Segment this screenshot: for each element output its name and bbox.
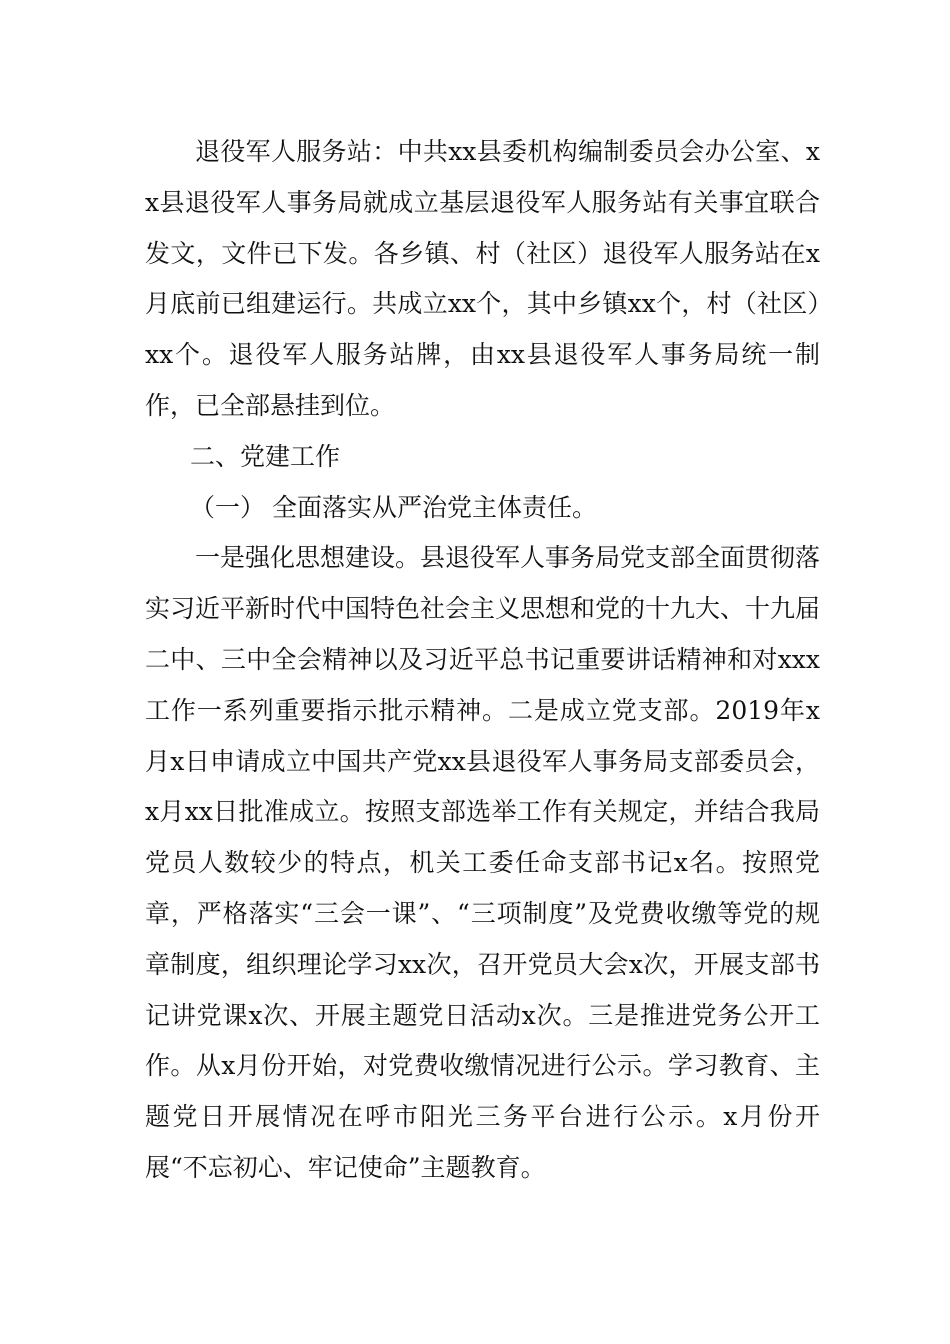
- document-body: [145, 127, 820, 1194]
- section-heading-party-building: 二、党建工作: [190, 441, 341, 471]
- subsection-title: 全面落实从严治党主体责任。: [272, 492, 598, 522]
- subsection-number: （一）: [190, 492, 266, 522]
- paragraph-veteran-service-station: 退役军人服务站：中共xx县委机构编制委员会办公室、xx县退役军人事务局就成立基层退役军人服务站有关事宜联合发文，文件已下发。各乡镇、村（社区）退役军人服务站在x月底前已组建运行。共成立xx个，其中乡镇xx个，村（社区）xx个。退役军人服务站牌，由xx县退役军人事务局统一制作，已全部悬挂到位。: [145, 137, 820, 420]
- subsection-heading: [145, 483, 820, 534]
- paragraph-party-building-details: 一是强化思想建设。县退役军人事务局党支部全面贯彻落实习近平新时代中国特色社会主义思想和党的十九大、十九届二中、三中全会精神以及习近平总书记重要讲话精神和对xxx工作一系列重要指示批示精神。二是成立党支部。2019年x月x日申请成立中国共产党xx县退役军人事务局支部委员会，x月xx日批准成立。按照支部选举工作有关规定，并结合我局党员人数较少的特点，机关工委任命支部书记x名。按照党章，严格落实“三会一课”、“三项制度”及党费收缴等党的规章制度，组织理论学习xx次，召开党员大会x次，开展支部书记讲党课x次、开展主题党日活动x次。三是推进党务公开工作。从x月份开始，对党费收缴情况进行公示。学习教育、主题党日开展情况在呼市阳光三务平台进行公示。x月份开展“不忘初心、牢记使命”主题教育。: [145, 543, 821, 1182]
